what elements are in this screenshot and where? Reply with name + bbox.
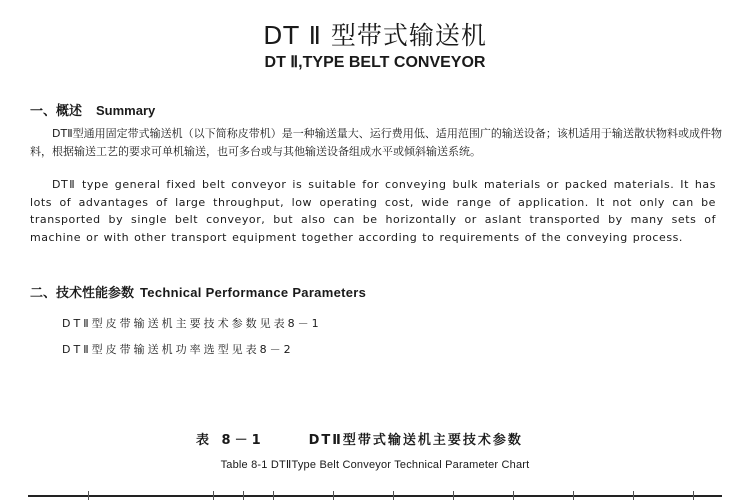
section-parameters-heading-cn: 二、技术性能参数	[30, 286, 135, 301]
table-title	[196, 429, 523, 448]
table-reference-8-2: DTⅡ型皮带输送机功率选型见表8－2	[62, 343, 294, 356]
table-column-divider	[273, 491, 274, 500]
table-name: DTⅡ型带式输送机主要技术参数	[308, 433, 523, 448]
summary-paragraph-cn: DTⅡ型通用固定带式输送机（以下简称皮带机）是一种输送量大、运行费用低、适用范围广的输送设备；该机适用于输送散状物料或成件物料，根据输送工艺的要求可单机输送，也可多台或与其他输送设备组成水平或倾斜输送系统。	[30, 127, 722, 158]
page-subtitle: DT Ⅱ,TYPE BELT CONVEYOR	[264, 54, 486, 71]
table-column-dividers	[28, 491, 722, 500]
table-column-divider	[453, 491, 454, 500]
table-reference-8-1: DTⅡ型皮带输送机主要技术参数见表8－1	[62, 317, 322, 330]
table-column-divider	[513, 491, 514, 500]
page-title: DT Ⅱ 型带式输送机	[263, 21, 487, 50]
section-summary-heading	[30, 100, 155, 119]
table-column-divider	[693, 491, 694, 500]
section-summary-heading-en: Summary	[96, 103, 156, 118]
table-subtitle: Table 8-1 DTⅡType Belt Conveyor Technical Parameter Chart	[220, 459, 530, 471]
section-parameters-heading-en: Technical Performance Parameters	[140, 285, 367, 300]
table-column-divider	[633, 491, 634, 500]
table-column-divider	[213, 491, 214, 500]
table-column-divider	[573, 491, 574, 500]
table-number: 表 8－1	[196, 433, 265, 448]
table-column-divider	[333, 491, 334, 500]
table-column-divider	[393, 491, 394, 500]
table-column-divider	[243, 491, 244, 500]
table-column-divider	[88, 491, 89, 500]
section-parameters-heading	[30, 282, 366, 301]
summary-paragraph-en: DTⅡ type general fixed belt conveyor is suitable for conveying bulk materials or packed materials. It has lots of advantages of large throughput, low operating cost, wide range of application. It not only can be transported by single belt conveyor, but also can be horizontally or aslant transported by many sets of machine or with other transport equipment together according to requirements of the conveying process.	[30, 178, 716, 244]
section-summary-heading-cn: 一、概述	[30, 104, 83, 119]
